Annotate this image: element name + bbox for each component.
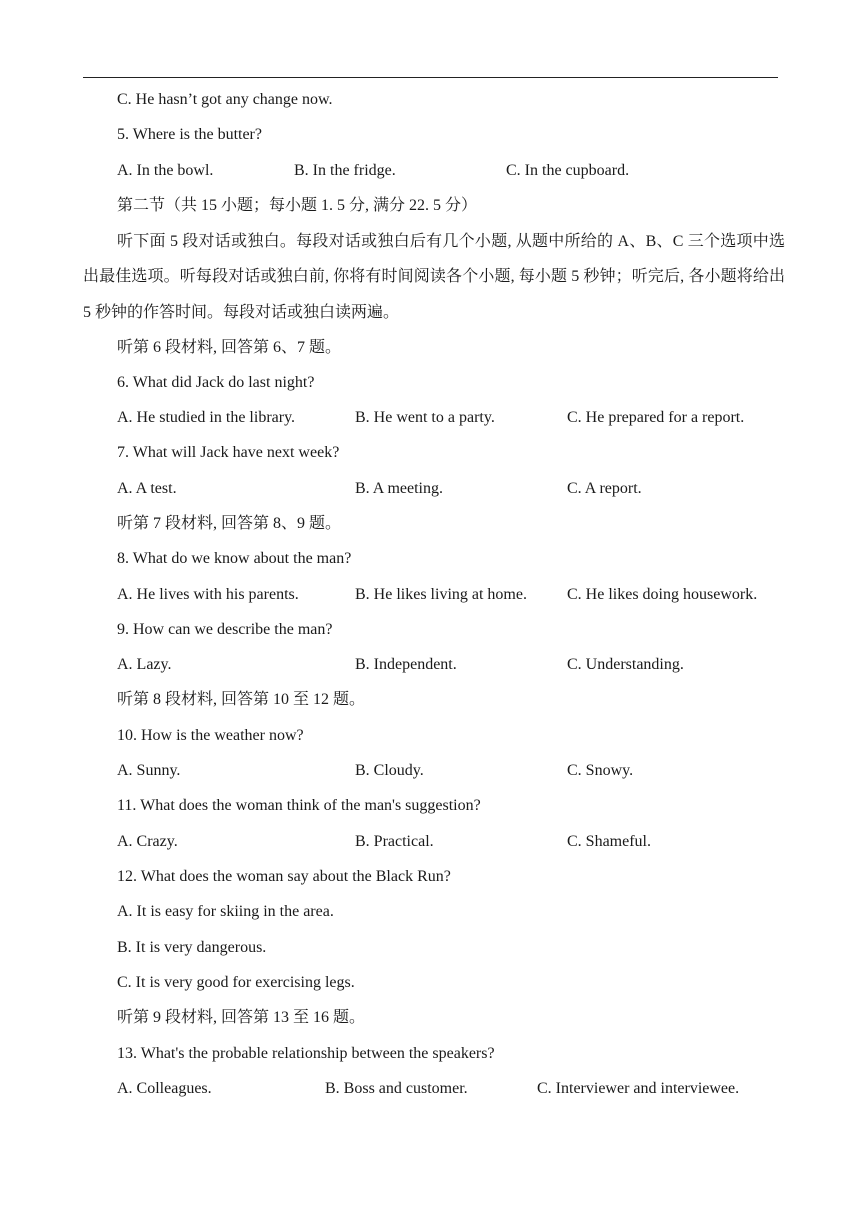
option-q6-b: B. He went to a party. (355, 409, 495, 426)
option-q12-a: A. It is easy for skiing in the area. (117, 903, 334, 920)
option-q7-a: A. A test. (117, 480, 177, 497)
option-q8-a: A. He lives with his parents. (117, 586, 299, 603)
section-heading: 第二节（共 15 小题；每小题 1. 5 分, 满分 22. 5 分） (117, 197, 478, 214)
header-rule (83, 77, 778, 78)
option-q9-b: B. Independent. (355, 656, 457, 673)
option-q5-a: A. In the bowl. (117, 162, 214, 179)
question-9: 9. How can we describe the man? (117, 621, 333, 638)
option-q12-b: B. It is very dangerous. (117, 939, 267, 956)
option-q9-a: A. Lazy. (117, 656, 172, 673)
question-13: 13. What's the probable relationship between the speakers? (117, 1045, 495, 1062)
option-q11-a: A. Crazy. (117, 833, 178, 850)
material-7-heading: 听第 7 段材料, 回答第 8、9 题。 (117, 515, 342, 532)
option-q10-b: B. Cloudy. (355, 762, 424, 779)
option-q9-c: C. Understanding. (567, 656, 684, 673)
section-instructions: 听下面 5 段对话或独白。每段对话或独白后有几个小题, 从题中所给的 A、B、C 三个选项中选出最佳选项。听每段对话或独白前, 你将有时间阅读各个小题, 每小题 5 秒钟；听完后, 各小题将给出 5 秒钟的作答时间。每段对话或独白读两遍。 (83, 233, 785, 321)
option-q11-b: B. Practical. (355, 833, 434, 850)
option-q5-b: B. In the fridge. (294, 162, 396, 179)
material-9-heading: 听第 9 段材料, 回答第 13 至 16 题。 (117, 1009, 366, 1026)
material-6-heading: 听第 6 段材料, 回答第 6、7 题。 (117, 339, 342, 356)
option-q6-c: C. He prepared for a report. (567, 409, 745, 426)
question-7: 7. What will Jack have next week? (117, 444, 340, 461)
option-q7-b: B. A meeting. (355, 480, 443, 497)
question-12: 12. What does the woman say about the Black Run? (117, 868, 451, 885)
option-q10-a: A. Sunny. (117, 762, 181, 779)
option-q10-c: C. Snowy. (567, 762, 634, 779)
question-6: 6. What did Jack do last night? (117, 374, 315, 391)
option-q12-c: C. It is very good for exercising legs. (117, 974, 355, 991)
question-10: 10. How is the weather now? (117, 727, 304, 744)
option-q13-c: C. Interviewer and interviewee. (537, 1080, 740, 1097)
option-q4-c: C. He hasn’t got any change now. (117, 91, 333, 108)
option-q7-c: C. A report. (567, 480, 642, 497)
option-q6-a: A. He studied in the library. (117, 409, 296, 426)
option-q11-c: C. Shameful. (567, 833, 651, 850)
question-5: 5. Where is the butter? (117, 126, 262, 143)
material-8-heading: 听第 8 段材料, 回答第 10 至 12 题。 (117, 691, 366, 708)
question-11: 11. What does the woman think of the man's suggestion? (117, 797, 481, 814)
question-8: 8. What do we know about the man? (117, 550, 352, 567)
option-q13-b: B. Boss and customer. (325, 1080, 468, 1097)
option-q5-c: C. In the cupboard. (506, 162, 630, 179)
option-q8-c: C. He likes doing housework. (567, 586, 758, 603)
option-q13-a: A. Colleagues. (117, 1080, 212, 1097)
option-q8-b: B. He likes living at home. (355, 586, 527, 603)
